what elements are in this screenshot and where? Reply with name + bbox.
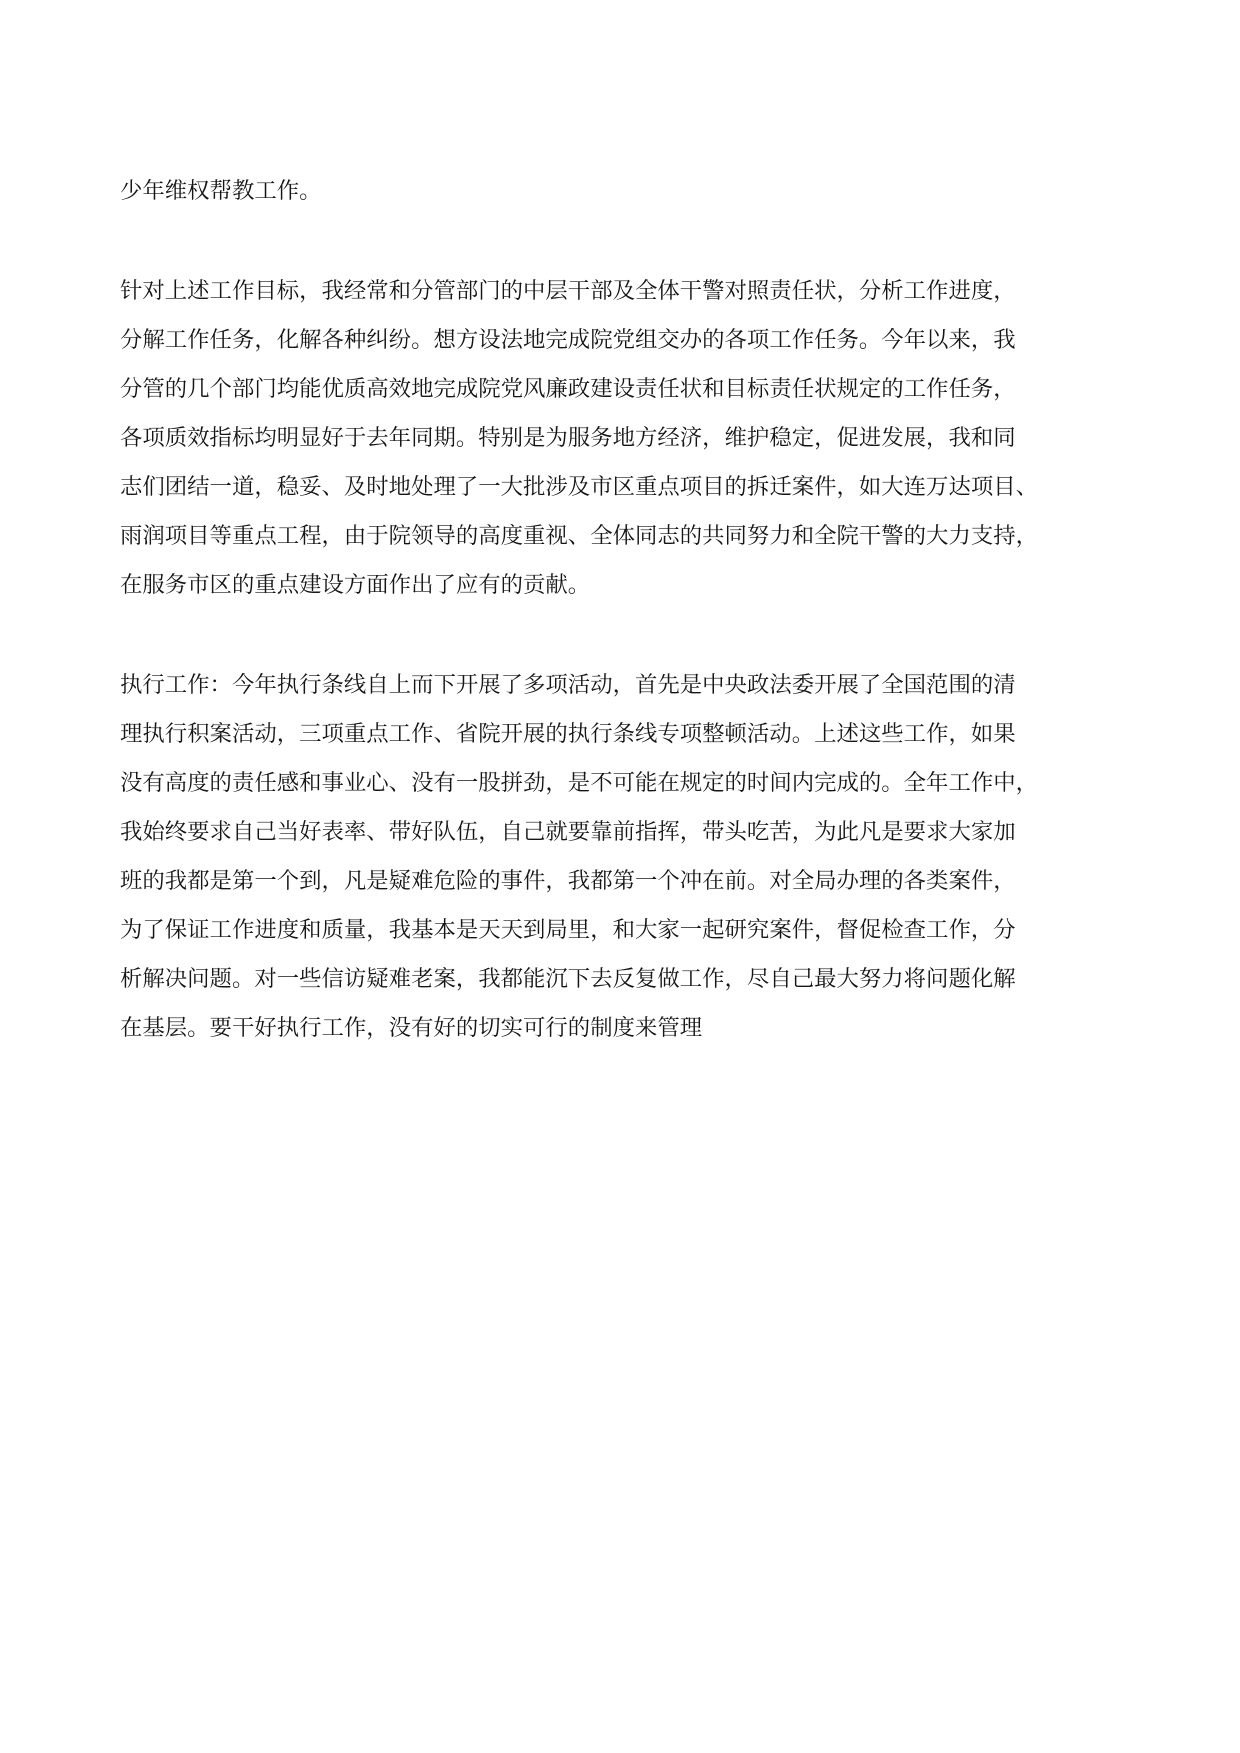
- text-line: 在基层。要干好执行工作，没有好的切实可行的制度来管理: [120, 1015, 703, 1041]
- text-line: 我始终要求自己当好表率、带好队伍，自己就要靠前指挥，带头吃苦，为此凡是要求大家加: [120, 819, 1016, 845]
- text-line: 在服务市区的重点建设方面作出了应有的贡献。: [120, 572, 591, 598]
- text-line: 理执行积案活动，三项重点工作、省院开展的执行条线专项整顿活动。上述这些工作，如果: [120, 721, 1016, 747]
- text-line: 分解工作任务，化解各种纠纷。想方设法地完成院党组交办的各项工作任务。今年以来，我: [120, 327, 1016, 353]
- text-line: 少年维权帮教工作。: [120, 178, 322, 204]
- text-line: 为了保证工作进度和质量，我基本是天天到局里，和大家一起研究案件，督促检查工作，分: [120, 917, 1016, 943]
- text-line: 针对上述工作目标，我经常和分管部门的中层干部及全体干警对照责任状，分析工作进度，: [120, 278, 1016, 304]
- text-line: 分管的几个部门均能优质高效地完成院党风廉政建设责任状和目标责任状规定的工作任务，: [120, 376, 1016, 402]
- text-line: 雨润项目等重点工程，由于院领导的高度重视、全体同志的共同努力和全院干警的大力支持，: [120, 523, 1039, 549]
- text-line: 执行工作：今年执行条线自上而下开展了多项活动，首先是中央政法委开展了全国范围的清: [120, 672, 1016, 698]
- text-line: 没有高度的责任感和事业心、没有一股拼劲，是不可能在规定的时间内完成的。全年工作中，: [120, 770, 1039, 796]
- text-line: 各项质效指标均明显好于去年同期。特别是为服务地方经济，维护稳定，促进发展，我和同: [120, 425, 1016, 451]
- text-line: 志们团结一道，稳妥、及时地处理了一大批涉及市区重点项目的拆迁案件，如大连万达项目、: [120, 474, 1039, 500]
- text-line: 班的我都是第一个到，凡是疑难危险的事件，我都第一个冲在前。对全局办理的各类案件，: [120, 868, 1016, 894]
- text-line: 析解决问题。对一些信访疑难老案，我都能沉下去反复做工作，尽自己最大努力将问题化解: [120, 966, 1016, 992]
